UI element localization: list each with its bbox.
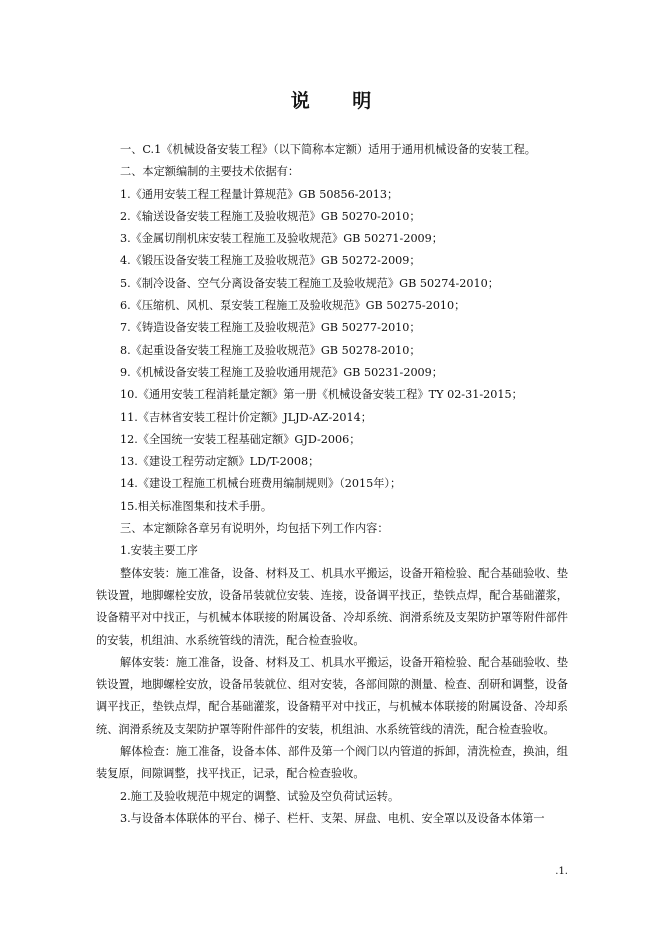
- list-item: 10.《通用安装工程消耗量定额》第一册《机械设备安装工程》TY 02-31-2015；: [120, 388, 523, 402]
- list-item: 4.《锻压设备安装工程施工及验收规范》GB 50272-2009；: [120, 254, 421, 268]
- text-line: 1.安装主要工序: [120, 544, 198, 558]
- paragraph-whole-install: 整体安装：施工准备，设备、材料及工、机具水平搬运，设备开箱检验、配合基础验收、垫铁设置，地脚螺栓安放，设备吊装就位安装、连接，设备调平找正，垫铁点焊，配合基础灌浆，设备精平对中找正，与机械本体联接的附属设备、冷却系统、润滑系统及支架防护罩等附件部件的安装，机组油、水系统管线的清洗，配合检查验收。: [96, 566, 568, 647]
- paragraph-dismantle-install: 解体安装：施工准备，设备、材料及工、机具水平搬运，设备开箱检验、配合基础验收、垫铁设置，地脚螺栓安放，设备吊装就位、组对安装，各部间隙的测量、检查、刮研和调整，设备调平找正，垫铁点焊，配合基础灌浆，设备精平对中找正，与机械本体联接的附属设备、冷却系统、润滑系统及支架防护罩等附件部件的安装，机组油、水系统管线的清洗，配合检查验收。: [96, 655, 568, 736]
- page-number: .1.: [555, 866, 568, 877]
- page-title: 说 明: [290, 90, 390, 112]
- text-line: 二、本定额编制的主要技术依据有：: [120, 165, 300, 179]
- list-item: 7.《铸造设备安装工程施工及验收规范》GB 50277-2010；: [120, 321, 421, 335]
- list-item: 11.《吉林省安装工程计价定额》JLJD-AZ-2014；: [120, 410, 372, 424]
- document-body: [96, 139, 568, 830]
- list-item: 2.《输送设备安装工程施工及验收规范》GB 50270-2010；: [120, 209, 421, 223]
- text-line: 3.与设备本体联体的平台、梯子、栏杆、支架、屏盘、电机、安全罩以及设备本体第一: [120, 811, 545, 825]
- list-item: 1.《通用安装工程工程量计算规范》GB 50856-2013；: [120, 187, 399, 201]
- paragraph-dismantle-inspect: 解体检查：施工准备，设备本体、部件及第一个阀门以内管道的拆卸，清洗检查，换油，组装复原，间隙调整，找平找正，记录，配合检查验收。: [96, 745, 568, 781]
- list-item: 14.《建设工程施工机械台班费用编制规则》（2015年）；: [120, 477, 402, 491]
- list-item: 5.《制冷设备、空气分离设备安装工程施工及验收规范》GB 50274-2010；: [120, 276, 499, 290]
- list-item: 13.《建设工程劳动定额》LD/T-2008；: [120, 455, 320, 469]
- text-line: 三、本定额除各章另有说明外，均包括下列工作内容：: [120, 522, 389, 536]
- list-item: 15.相关标准图集和技术手册。: [120, 499, 273, 513]
- list-item: 6.《压缩机、风机、泵安装工程施工及验收规范》GB 50275-2010；: [120, 299, 466, 313]
- list-item: 3.《金属切削机床安装工程施工及验收规范》GB 50271-2009；: [120, 232, 443, 246]
- list-item: 8.《起重设备安装工程施工及验收规范》GB 50278-2010；: [120, 343, 421, 357]
- list-item: 9.《机械设备安装工程施工及验收通用规范》GB 50231-2009；: [120, 365, 443, 379]
- text-line: 2.施工及验收规范中规定的调整、试验及空负荷试运转。: [120, 789, 400, 803]
- text-line: 一、C.1《机械设备安装工程》（以下简称本定额）适用于通用机械设备的安装工程。: [120, 143, 536, 156]
- list-item: 12.《全国统一安装工程基础定额》GJD-2006；: [120, 432, 361, 446]
